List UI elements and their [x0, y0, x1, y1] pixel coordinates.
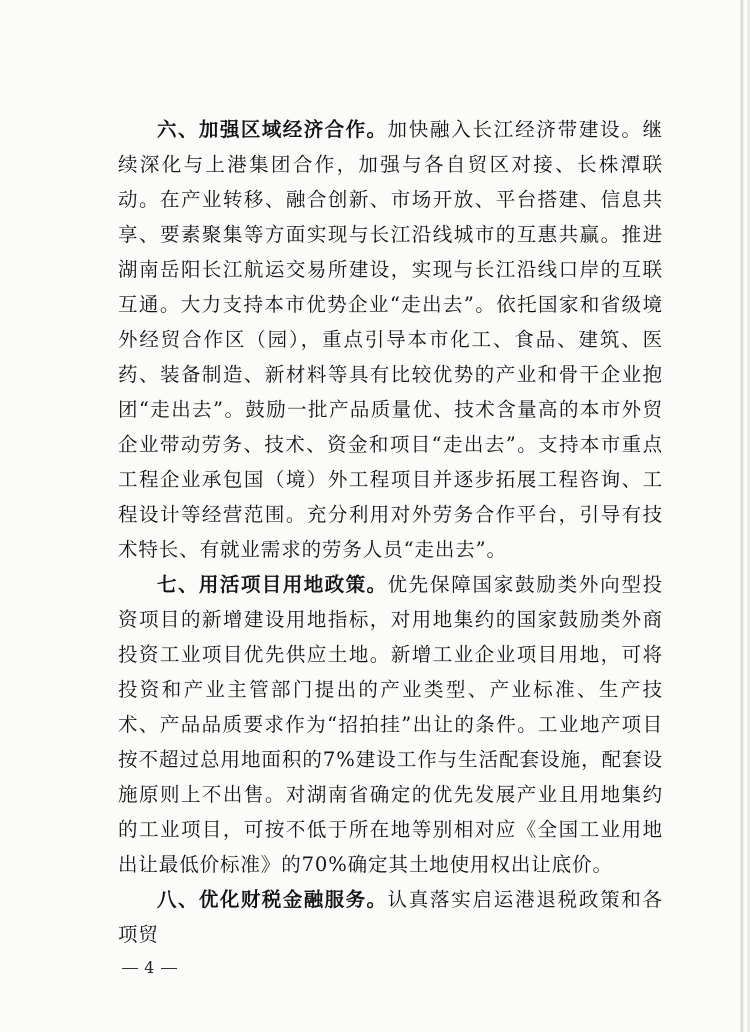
section-heading: 八、优化财税金融服务。	[157, 888, 388, 911]
paragraph-text: 加快融入长江经济带建设。继续深化与上港集团合作，加强与各自贸区对接、长株潭联动。在产业转移、融合创新、市场开放、平台搭建、信息共享、要素聚集等方面实现与长江沿线城市的互惠共赢。推进湖南岳阳长江航运交易所建设，实现与长江沿线口岸的互联互通。大力支持本市优势企业“走出去”。依托国家和省级境外经贸合作区（园），重点引导本市化工、食品、建筑、医药、装备制造、新材料等具有比较优势的产业和骨干企业抱团“走出去”。鼓励一批产品质量优、技术含量高的本市外贸企业带动劳务、技术、资金和项目“走出去”。支持本市重点工程企业承包国（境）外工程项目并逐步拓展工程咨询、工程设计等经营范围。充分利用对外劳务合作平台，引导有技术特长、有就业需求的劳务人员“走出去”。	[118, 118, 664, 561]
paragraph-text: 认真落实启运港退税政策和各项贸	[118, 888, 664, 946]
page-number-value: 4	[144, 958, 156, 977]
page-number	[122, 958, 177, 977]
paragraph-land-policy	[118, 567, 663, 882]
document-body	[118, 112, 663, 952]
page-number-dash-left	[122, 968, 138, 969]
scan-edge-shadow	[740, 0, 744, 1032]
paragraph-finance-services	[118, 882, 663, 952]
section-heading: 六、加强区域经济合作。	[157, 118, 388, 141]
section-heading: 七、用活项目用地政策。	[157, 573, 388, 596]
paragraph-regional-cooperation	[118, 112, 663, 567]
page-number-dash-right	[161, 968, 177, 969]
paragraph-text: 优先保障国家鼓励类外向型投资项目的新增建设用地指标，对用地集约的国家鼓励类外商投资工业项目优先供应土地。新增工业企业项目用地，可将投资和产业主管部门提出的产业类型、产业标准、生产技术、产品品质要求作为“招拍挂”出让的条件。工业地产项目按不超过总用地面积的7%建设工作与生活配套设施，配套设施原则上不出售。对湖南省确定的优先发展产业且用地集约的工业项目，可按不低于所在地等别相对应《全国工业用地出让最低价标准》的70%确定其土地使用权出让底价。	[118, 573, 664, 876]
